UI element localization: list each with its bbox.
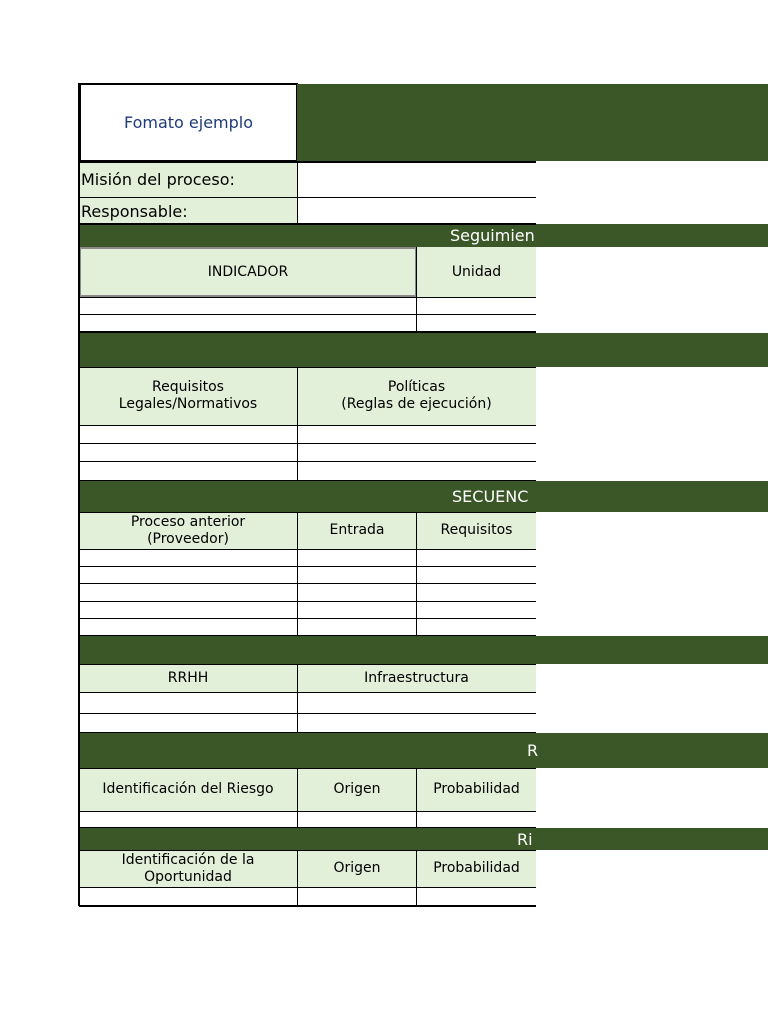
- format-title: Fomato ejemplo: [123, 113, 254, 132]
- input-header: Entrada: [329, 522, 385, 538]
- grid-line: [79, 161, 536, 163]
- grid-line: [79, 850, 536, 851]
- opportunity-id-header: Identificación de la Oportunidad: [121, 851, 255, 885]
- mission-value-field[interactable]: [297, 161, 536, 198]
- resources-section-band: [79, 636, 768, 664]
- tracking-section-band: [79, 224, 768, 247]
- grid-line: [297, 768, 298, 828]
- grid-line: [79, 223, 536, 225]
- sequence-section-title: SECUENC: [452, 487, 529, 506]
- grid-line: [297, 664, 298, 733]
- left-border: [78, 83, 80, 906]
- grid-line: [79, 583, 536, 584]
- grid-line: [79, 887, 536, 888]
- grid-line: [79, 443, 536, 444]
- previous-process-header: Proceso anterior (Proveedor): [130, 513, 246, 547]
- grid-line: [79, 566, 536, 567]
- infra-header: Infraestructura: [364, 669, 469, 686]
- mission-label: Misión del proceso:: [81, 170, 235, 189]
- sequence-section-band: [79, 481, 768, 512]
- owner-value-field[interactable]: [297, 198, 536, 224]
- legal-header: Requisitos Legales/Normativos: [118, 379, 258, 412]
- grid-line: [79, 480, 536, 481]
- grid-line: [297, 850, 298, 906]
- requirements-section-band: [79, 333, 768, 367]
- header-band: [297, 84, 768, 161]
- grid-line: [79, 905, 536, 907]
- grid-line: [79, 331, 536, 333]
- grid-line: [79, 549, 536, 550]
- hr-header: RRHH: [167, 669, 209, 686]
- sequence-requirements-header: Requisitos: [440, 522, 513, 538]
- grid-line: [297, 161, 298, 224]
- grid-line: [79, 601, 536, 602]
- grid-line: [79, 635, 536, 636]
- policies-header: Políticas (Reglas de ejecución): [341, 379, 492, 412]
- grid-line: [79, 768, 536, 769]
- risk-probability-header: Probabilidad: [433, 781, 520, 797]
- grid-line: [416, 850, 417, 906]
- tracking-section-title: Seguimien: [450, 226, 535, 245]
- owner-label: Responsable:: [81, 201, 188, 221]
- unit-header: Unidad: [451, 263, 502, 280]
- grid-line: [79, 618, 536, 619]
- grid-line: [416, 247, 417, 332]
- risk-section-band: [79, 733, 768, 768]
- grid-line: [79, 811, 536, 812]
- grid-line: [79, 197, 536, 198]
- indicator-header: INDICADOR: [207, 263, 289, 280]
- risk-id-header: Identificación del Riesgo: [102, 781, 274, 797]
- grid-line: [79, 692, 536, 693]
- grid-line: [297, 367, 298, 481]
- risk-section-title: R: [527, 741, 539, 760]
- grid-line: [79, 297, 536, 298]
- grid-line: [79, 732, 536, 733]
- grid-line: [79, 713, 536, 714]
- grid-line: [79, 314, 536, 315]
- risk-origin-header: Origen: [333, 781, 381, 797]
- grid-line: [416, 768, 417, 828]
- grid-line: [79, 512, 536, 513]
- grid-line: [416, 512, 417, 636]
- opportunity-probability-header: Probabilidad: [433, 860, 520, 876]
- grid-line: [79, 664, 536, 665]
- grid-line: [79, 425, 536, 426]
- opportunity-origin-header: Origen: [333, 860, 381, 876]
- grid-line: [297, 512, 298, 636]
- opportunity-section-title: Ri: [517, 830, 533, 849]
- grid-line: [79, 461, 536, 462]
- opportunity-section-band: [79, 828, 768, 850]
- grid-line: [79, 367, 536, 368]
- grid-line: [79, 827, 536, 828]
